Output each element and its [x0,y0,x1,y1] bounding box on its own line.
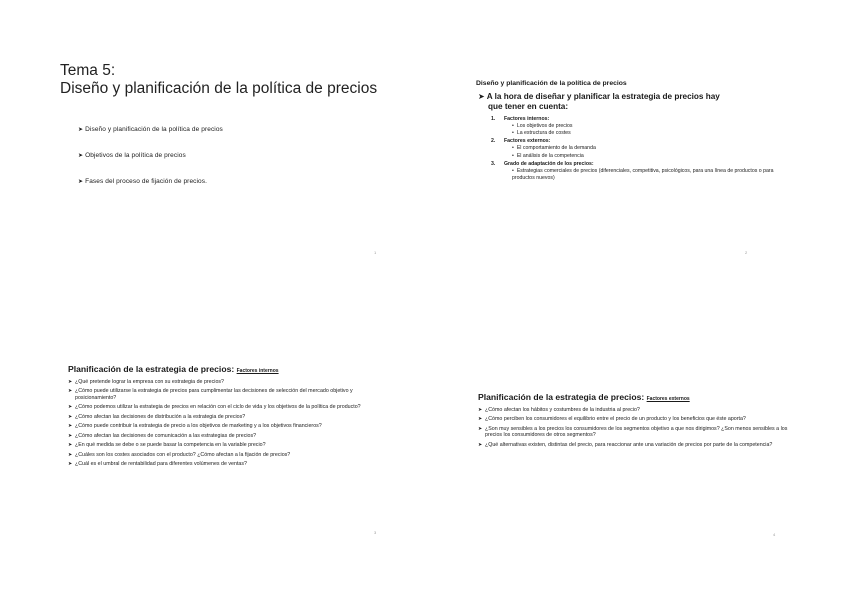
list-item: ➤ ¿Cómo podemos utilizar la estrategia de precios en relación con el ciclo de vida y los objetivos de la política de producto? [68,404,386,410]
lead-text: ➤ A la hora de diseñar y planificar la estrategia de precios hay que tener en cuenta: [478,92,720,111]
slide-1-title [60,62,378,98]
arrow-icon: ➤ [78,179,84,185]
page-number: 2 [745,250,748,255]
arrow-icon: ➤ [478,92,485,101]
list-item: ➤ ¿Qué alternativas existen, distintas del precio, para reaccionar ante una variación de precios por parte de la competencia? [478,442,796,448]
list-item: • Los objetivos de precios [512,123,794,130]
list-item: 2. Factores externos: • El comportamiento de la demanda • El análisis de la competencia [491,137,794,159]
slide-1 [60,62,378,255]
list-item: • El comportamiento de la demanda [512,145,794,152]
page-number: 1 [374,250,377,255]
list-item: ➤ ¿Qué pretende lograr la empresa con su estrategia de precios? [68,379,386,385]
list-item: ➤ Objetivos de la política de precios [78,152,186,159]
list-item: • La estructura de costes [512,130,794,137]
outline-list [78,126,223,204]
sub-list [491,145,794,159]
list-item: ➤ ¿Cómo puede contribuir la estrategia de precio a los objetivos de marketing y a los objetivos financieros? [68,423,386,429]
title-line-2: Diseño y planificación de la política de precios [60,80,378,97]
list-item: ➤ ¿Cuál es el umbral de rentabilidad para diferentes volúmenes de ventas? [68,461,386,467]
arrow-icon: ➤ [78,153,84,159]
questions-list [478,407,796,448]
list-item: ➤ ¿Cómo afectan las decisiones de distribución a la estrategia de precios? [68,414,386,420]
questions-list [68,379,386,467]
list-item: • Estrategias comerciales de precios (diferenciales, competitiva, psicológicos, para una línea de productos o para productos nuevos) [512,168,794,182]
factors-list [476,115,794,182]
sub-list [491,168,794,182]
list-item: ➤ ¿Cómo puede utilizarse la estrategia de precios para cumplimentar las decisiones de selección del mercado objetivo y posicionamiento? [68,388,386,401]
list-item: 1. Factores internos: • Los objetivos de precios • La estructura de costes [491,115,794,137]
list-item: ➤ Fases del proceso de fijación de precios. [78,178,208,185]
title-line-1: Tema 5: [60,62,116,79]
slide-3-title: Planificación de la estrategia de precios: Factores internos [68,364,279,374]
list-item: ➤ ¿Cómo perciben los consumidores el equilibrio entre el precio de un producto y los beneficios que éste aporta? [478,416,796,422]
arrow-icon: ➤ [78,127,84,133]
slide-2 [476,80,794,270]
page-number: 3 [374,530,377,535]
list-item: ➤ ¿Cómo afectan los hábitos y costumbres de la industria al precio? [478,407,796,413]
list-item: ➤ ¿Son muy sensibles a los precios los consumidores de los segmentos objetivo a que nos dirigimos? ¿Son menos sensibles a los precios los consumidores de otros segmentos? [478,426,796,439]
list-item: ➤ ¿En qué medida se debe o se puede basar la competencia en la variable precio? [68,442,386,448]
list-item: ➤ ¿Cuáles son los costes asociados con el producto? ¿Cómo afectan a la fijación de precios? [68,452,386,458]
list-item: ➤ ¿Cómo afectan las decisiones de comunicación a las estrategias de precios? [68,433,386,439]
list-item: 3. Grado de adaptación de los precios: • Estrategias comerciales de precios (diferenciales, competitiva, psicológicos, para una línea de productos o para productos nuevos) [491,160,794,182]
slide-4 [478,392,796,582]
slide-4-title: Planificación de la estrategia de precios: Factores externos [478,392,690,402]
slide-4-subtitle: Factores externos [646,396,690,402]
list-item: • El análisis de la competencia [512,153,794,160]
list-item: ➤ Diseño y planificación de la política de precios [78,126,223,133]
slide-3-subtitle: Factores internos [236,368,279,374]
slide-3 [68,364,386,554]
slide-2-title: Diseño y planificación de la política de precios [476,80,627,87]
page-number: 4 [773,532,776,537]
sub-list [491,123,794,137]
